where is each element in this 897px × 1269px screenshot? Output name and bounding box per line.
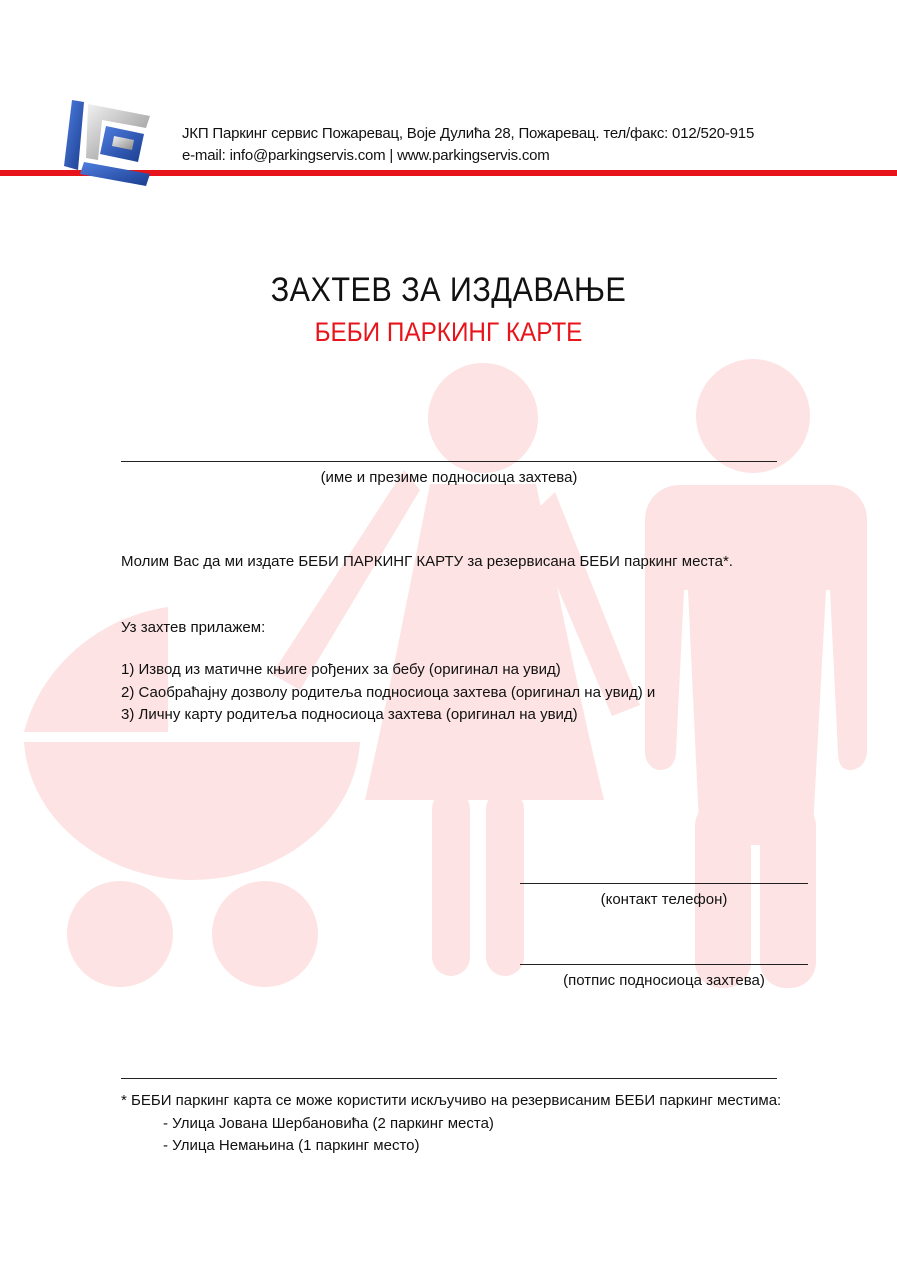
applicant-name-caption: (име и презиме подносиоца захтева): [320, 469, 578, 486]
signature-caption: (потпис подносиоца захтева): [563, 972, 765, 989]
attachments-heading: Уз захтев прилажем:: [121, 619, 266, 636]
request-text: Молим Вас да ми издате БЕБИ ПАРКИНГ КАРТУ за резервисана БЕБИ паркинг места*.: [121, 553, 733, 570]
footnote-location-item: - Улица Јована Шербановића (2 паркинг места): [163, 1114, 494, 1132]
company-logo: [62, 98, 152, 186]
org-address-line: ЈКП Паркинг сервис Пожаревац, Воје Дулића 28, Пожаревац. тел/факс: 012/520-915: [182, 125, 755, 142]
form-title: ЗАХТЕВ ЗА ИЗДАВАЊЕ: [270, 271, 627, 309]
attachments-list: [121, 659, 655, 727]
footnote: [121, 1090, 781, 1158]
footnote-divider: [121, 1078, 777, 1079]
attachment-item: 2) Саобраћајну дозволу родитеља подносиоца захтева (оригинал на увид) и: [121, 683, 656, 701]
footnote-location-item: - Улица Немањина (1 паркинг место): [163, 1137, 420, 1154]
form-subtitle: БЕБИ ПАРКИНГ КАРТЕ: [314, 317, 583, 347]
applicant-name-field-line[interactable]: [121, 461, 777, 462]
attachment-item: 1) Извод из матичне књиге рођених за бебу (оригинал на увид): [121, 661, 561, 678]
contact-phone-caption: (контакт телефон): [600, 891, 728, 908]
attachment-item: 3) Личну карту родитеља подносиоца захтева (оригинал на увид): [121, 706, 578, 723]
contact-phone-field-line[interactable]: [520, 883, 808, 884]
org-contact-line: e-mail: info@parkingservis.com | www.parkingservis.com: [182, 147, 550, 164]
footnote-text: * БЕБИ паркинг карта се може користити искључиво на резервисаним БЕБИ паркинг местима:: [121, 1092, 782, 1109]
signature-field-line[interactable]: [520, 964, 808, 965]
